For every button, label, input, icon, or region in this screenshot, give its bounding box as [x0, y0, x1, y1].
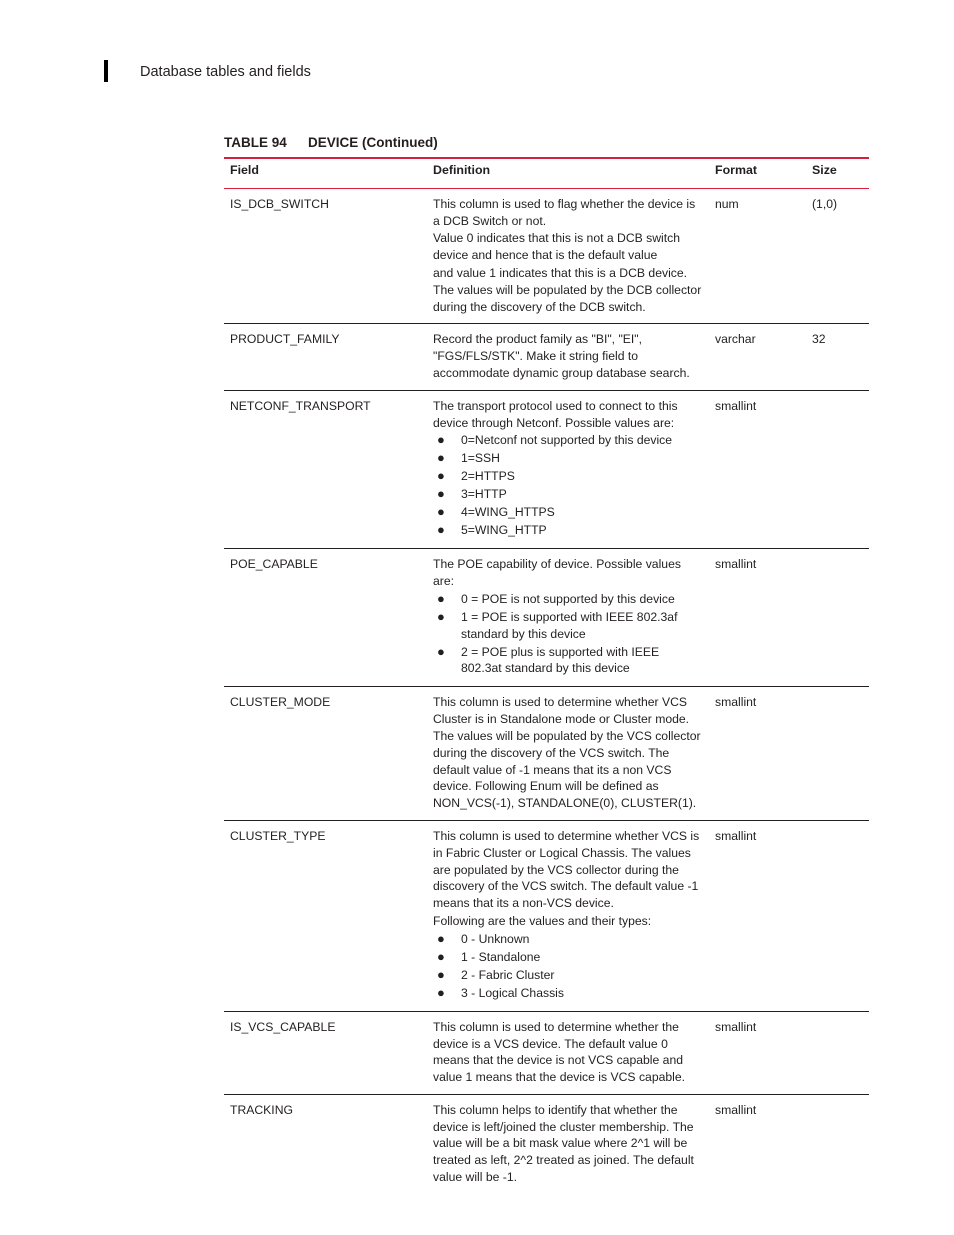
value-list-item — [433, 609, 703, 643]
field-cell: CLUSTER_MODE — [230, 695, 331, 710]
value-list-item — [433, 967, 703, 984]
field-cell: CLUSTER_TYPE — [230, 828, 326, 843]
value-list-item — [433, 985, 703, 1002]
format-cell: num — [715, 196, 739, 211]
bullet-icon: ● — [437, 522, 445, 538]
definition-cell — [427, 324, 709, 390]
table-row — [224, 687, 869, 821]
format-cell: smallint — [715, 695, 757, 710]
field-cell: IS_DCB_SWITCH — [230, 196, 329, 211]
field-cell: PRODUCT_FAMILY — [230, 332, 340, 347]
value-list-text: 1 - Standalone — [461, 949, 541, 964]
table-title: DEVICE (Continued) — [308, 135, 438, 150]
value-list-text: 0 - Unknown — [461, 931, 530, 946]
field-cell: NETCONF_TRANSPORT — [230, 398, 371, 413]
format-cell: smallint — [715, 1102, 757, 1117]
definition-cell — [427, 390, 709, 549]
definition-cell — [427, 1094, 709, 1193]
change-bar — [104, 60, 108, 82]
table-header-row — [224, 158, 869, 188]
table-row — [224, 549, 869, 687]
size-cell: (1,0) — [812, 196, 838, 211]
definition-cell — [427, 549, 709, 687]
value-list-item — [433, 504, 703, 521]
size-cell — [806, 549, 869, 687]
value-list-text: 3 - Logical Chassis — [461, 985, 564, 1000]
definition-cell — [427, 687, 709, 821]
definition-paragraph: Following are the values and their types: — [433, 913, 652, 928]
field-cell: TRACKING — [230, 1102, 293, 1117]
value-list-text: 1 = POE is supported with IEEE 802.3af standard by this device — [461, 609, 678, 641]
definition-paragraph: This column is used to flag whether the device is a DCB Switch or not. — [433, 196, 696, 228]
definition-paragraph: The POE capability of device. Possible values are: — [433, 557, 681, 589]
definition-paragraph: This column is used to determine whether the device is a VCS device. The default value 0 means that the device is not VCS capable and value 1 means that the device is VCS capable. — [433, 1019, 686, 1085]
format-cell: smallint — [715, 1019, 757, 1034]
value-list-text: 3=HTTP — [461, 487, 507, 502]
column-header-size: Size — [812, 163, 837, 177]
size-cell — [806, 390, 869, 549]
value-list-item — [433, 468, 703, 485]
value-list-text: 4=WING_HTTPS — [461, 505, 555, 520]
value-list — [433, 931, 703, 1002]
value-list-item — [433, 486, 703, 503]
size-cell — [806, 687, 869, 821]
field-cell: IS_VCS_CAPABLE — [230, 1019, 336, 1034]
format-cell: smallint — [715, 557, 757, 572]
column-header-format: Format — [715, 163, 757, 177]
table-number: TABLE 94 — [224, 135, 287, 150]
format-cell: varchar — [715, 332, 756, 347]
device-table — [224, 157, 869, 1194]
bullet-icon: ● — [437, 948, 445, 964]
format-cell: smallint — [715, 398, 757, 413]
value-list-text: 1=SSH — [461, 451, 500, 466]
bullet-icon: ● — [437, 930, 445, 946]
definition-cell — [427, 1011, 709, 1094]
bullet-icon: ● — [437, 504, 445, 520]
value-list-item — [433, 450, 703, 467]
value-list-item — [433, 931, 703, 948]
definition-paragraph: Value 0 indicates that this is not a DCB switch device and hence that is the default value — [433, 231, 681, 263]
running-header: Database tables and fields — [140, 64, 311, 80]
table-row — [224, 820, 869, 1011]
bullet-icon: ● — [437, 984, 445, 1000]
value-list — [433, 432, 703, 539]
definition-paragraph: The transport protocol used to connect to this device through Netconf. Possible values are: — [433, 398, 678, 430]
definition-paragraph: This column is used to determine whether VCS is in Fabric Cluster or Logical Chassis. The values are populated by the VCS collector during the discovery of the VCS switch. The default value -1 means that its a non-VCS device. — [433, 828, 700, 911]
definition-paragraph: This column helps to identify that whether the device is left/joined the cluster membership. The value will be a bit mask value where 2^1 will be treated as left, 2^2 treated as joined. The default value will be -1. — [433, 1102, 694, 1185]
definition-paragraph: Record the product family as "BI", "EI", "FGS/FLS/STK". Make it string field to accommodate dynamic group database search. — [433, 332, 690, 380]
table-row — [224, 390, 869, 549]
definition-cell — [427, 820, 709, 1011]
bullet-icon: ● — [437, 450, 445, 466]
definition-paragraph: and value 1 indicates that this is a DCB device. The values will be populated by the DCB collector during the discovery of the DCB switch. — [433, 265, 702, 314]
bullet-icon: ● — [437, 643, 445, 659]
table-row — [224, 324, 869, 390]
column-header-field: Field — [230, 163, 259, 177]
field-cell: POE_CAPABLE — [230, 557, 318, 572]
definition-paragraph: This column is used to determine whether VCS Cluster is in Standalone mode or Cluster mode. The values will be populated by the VCS collector during the discovery of the VCS switch. The default value of -1 means that its a non VCS device. Following Enum will be defined as NON_VCS(-1), STANDALONE(0), CLUSTER(1). — [433, 695, 701, 811]
bullet-icon: ● — [437, 608, 445, 624]
value-list-item — [433, 949, 703, 966]
bullet-icon: ● — [437, 468, 445, 484]
value-list-item — [433, 522, 703, 539]
value-list-text: 0 = POE is not supported by this device — [461, 591, 675, 606]
definition-cell — [427, 188, 709, 324]
size-cell — [806, 1011, 869, 1094]
size-cell — [806, 1094, 869, 1193]
value-list-item — [433, 644, 703, 678]
value-list-text: 2 = POE plus is supported with IEEE 802.3at standard by this device — [461, 644, 660, 676]
column-header-definition: Definition — [433, 163, 491, 177]
value-list — [433, 591, 703, 677]
table-row — [224, 1094, 869, 1193]
bullet-icon: ● — [437, 486, 445, 502]
table-row — [224, 1011, 869, 1094]
value-list-text: 2=HTTPS — [461, 469, 515, 484]
bullet-icon: ● — [437, 432, 445, 448]
bullet-icon: ● — [437, 966, 445, 982]
size-cell — [806, 820, 869, 1011]
value-list-text: 0=Netconf not supported by this device — [461, 433, 673, 448]
size-cell: 32 — [812, 332, 826, 347]
value-list-item — [433, 591, 703, 608]
value-list-text: 2 - Fabric Cluster — [461, 967, 555, 982]
table-row — [224, 188, 869, 324]
value-list-item — [433, 432, 703, 449]
bullet-icon: ● — [437, 590, 445, 606]
format-cell: smallint — [715, 828, 757, 843]
table-caption — [224, 135, 438, 150]
value-list-text: 5=WING_HTTP — [461, 523, 547, 538]
